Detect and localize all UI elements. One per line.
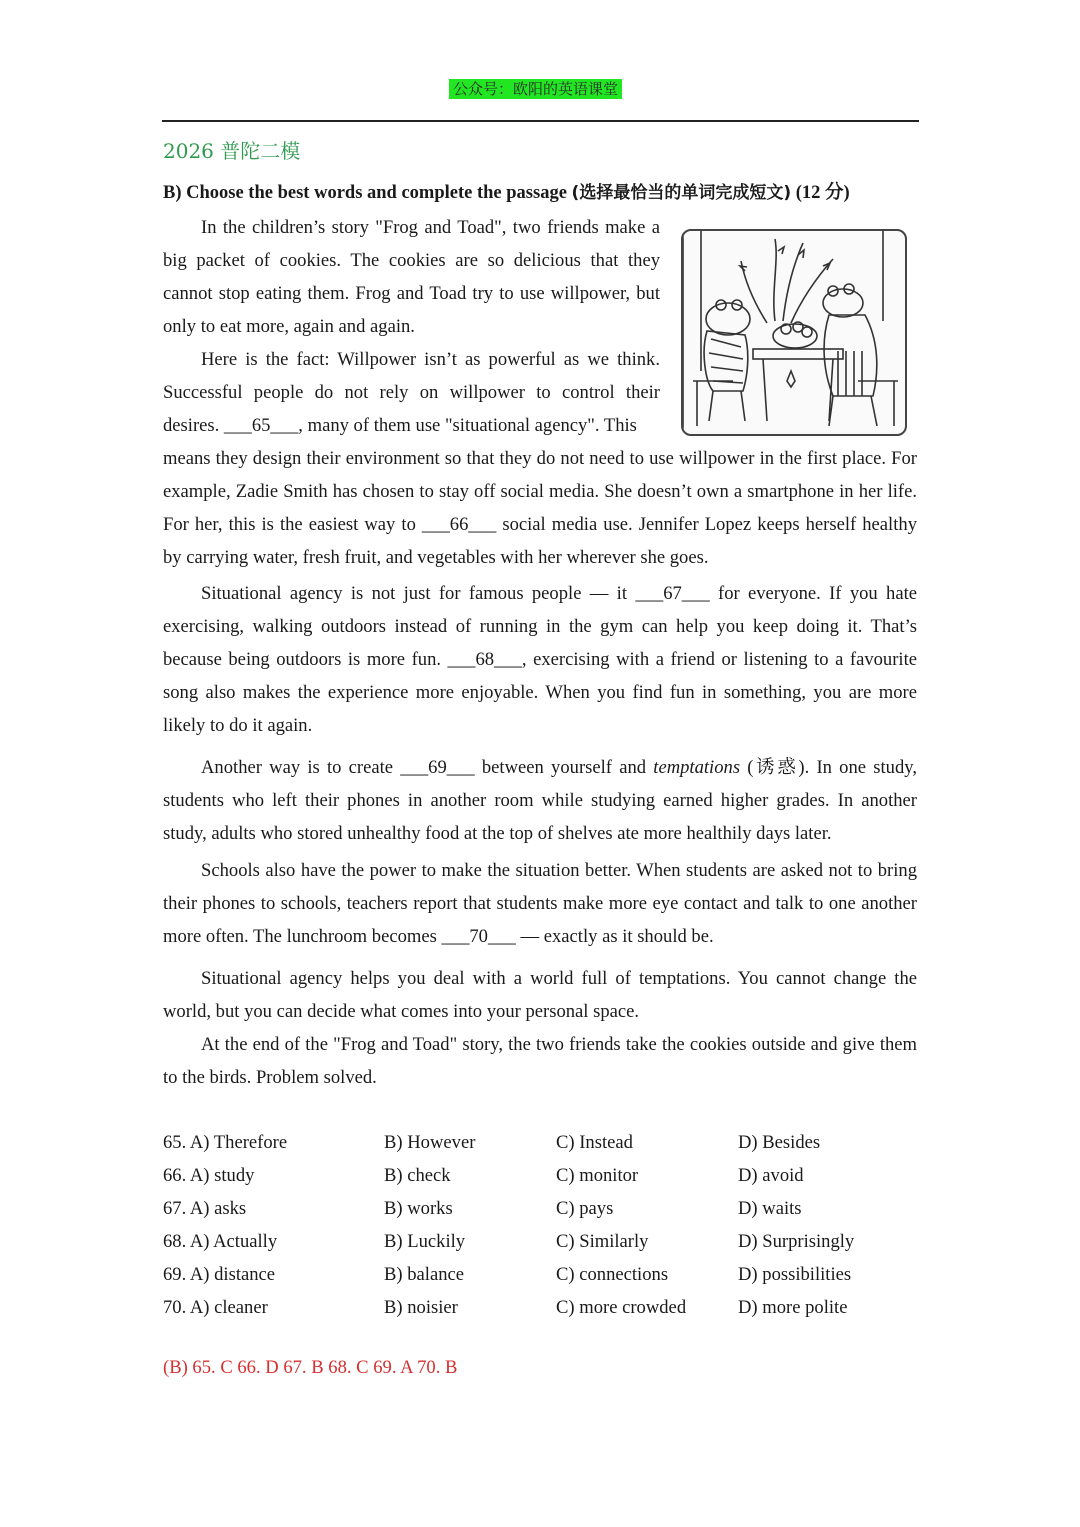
- exam-source-label: 2026 普陀二模: [163, 139, 301, 163]
- passage-paragraph-5: Schools also have the power to make the situation better. When students are asked not to bring their phones to schools, teachers report that students make more eye contact and talk to one another more often. The lunchroom becomes ___70___ — exactly as it should be.: [163, 860, 917, 947]
- passage-paragraph-2-top: Here is the fact: Willpower isn’t as powerful as we think. Successful people do not rely on willpower to control their desires. ___65___, many of them use "situational agency". This: [163, 349, 660, 436]
- answer-options: [163, 1126, 923, 1324]
- option-c: C) pays: [556, 1198, 614, 1219]
- passage-paragraph-4: [163, 751, 917, 850]
- option-a: 69. A) distance: [163, 1264, 276, 1285]
- section-title-en: B) Choose the best words and complete the passage: [163, 183, 572, 203]
- option-d: D) waits: [738, 1198, 802, 1219]
- passage-paragraph-6: Situational agency helps you deal with a world full of temptations. You cannot change the world, but you can decide what comes into your personal space.: [163, 968, 917, 1022]
- option-a: 65. A) Therefore: [163, 1132, 288, 1153]
- option-d: D) possibilities: [738, 1264, 852, 1285]
- section-title: [163, 178, 850, 204]
- passage-paragraph-1: In the children’s story "Frog and Toad", two friends make a big packet of cookies. The cookies are so delicious that they cannot stop eating them. Frog and Toad try to use willpower, but only to eat more, again and again.: [163, 217, 660, 337]
- option-a: 70. A) cleaner: [163, 1297, 268, 1318]
- frog-and-toad-illustration: [681, 229, 907, 436]
- option-c: C) Instead: [556, 1132, 633, 1153]
- option-a: 66. A) study: [163, 1165, 255, 1186]
- option-c: C) connections: [556, 1264, 669, 1285]
- option-b: B) However: [384, 1132, 476, 1153]
- paragraph-4-text-a: Another way is to create ___69___ between yourself and: [201, 757, 654, 778]
- option-d: D) Surprisingly: [738, 1231, 855, 1252]
- frog-and-toad-icon: [683, 231, 905, 434]
- option-row: [163, 1225, 923, 1258]
- option-b: B) noisier: [384, 1297, 458, 1318]
- option-row: [163, 1258, 923, 1291]
- passage-paragraph-7: At the end of the "Frog and Toad" story, the two friends take the cookies outside and give them to the birds. Problem solved.: [163, 1034, 917, 1088]
- option-b: B) check: [384, 1165, 451, 1186]
- answer-key: (B) 65. C 66. D 67. B 68. C 69. A 70. B: [163, 1357, 458, 1378]
- option-d: D) more polite: [738, 1297, 848, 1318]
- temptations-term: temptations: [653, 757, 741, 778]
- option-b: B) balance: [384, 1264, 465, 1285]
- paragraph-4-text-b: (诱惑). In one study, students who left their phones in another room while studying earned higher grades. In another study, adults who stored unhealthy food at the top of shelves ate more healthily days later.: [163, 757, 917, 844]
- option-row: [163, 1159, 923, 1192]
- option-d: D) avoid: [738, 1165, 804, 1186]
- section-score: (12 分): [791, 183, 850, 203]
- option-c: C) more crowded: [556, 1297, 687, 1318]
- option-a: 67. A) asks: [163, 1198, 247, 1219]
- option-row: [163, 1192, 923, 1225]
- passage-paragraph-3: Situational agency is not just for famous people — it ___67___ for everyone. If you hate exercising, walking outdoors instead of running in the gym can help you keep doing it. That’s because being outdoors is more fun. ___68___, exercising with a friend or listening to a favourite song also makes the experience more enjoyable. When you find fun in something, you are more likely to do it again.: [163, 583, 917, 736]
- option-row: [163, 1126, 923, 1159]
- header-badge: 公众号：欧阳的英语课堂: [449, 79, 622, 99]
- section-title-cn: (选择最恰当的单词完成短文): [571, 183, 792, 203]
- option-row: [163, 1291, 923, 1324]
- option-b: B) works: [384, 1198, 453, 1219]
- option-c: C) Similarly: [556, 1231, 649, 1252]
- option-c: C) monitor: [556, 1165, 639, 1186]
- option-d: D) Besides: [738, 1132, 821, 1153]
- passage-paragraph-2-bottom: means they design their environment so that they do not need to use willpower in the first place. For example, Zadie Smith has chosen to stay off social media. She doesn’t own a smartphone in her life. For her, this is the easiest way to ___66___ social media use. Jennifer Lopez keeps herself healthy by carrying water, fresh fruit, and vegetables with her wherever she goes.: [163, 448, 917, 568]
- option-a: 68. A) Actually: [163, 1231, 278, 1252]
- option-b: B) Luckily: [384, 1231, 466, 1252]
- header-divider: [162, 120, 919, 122]
